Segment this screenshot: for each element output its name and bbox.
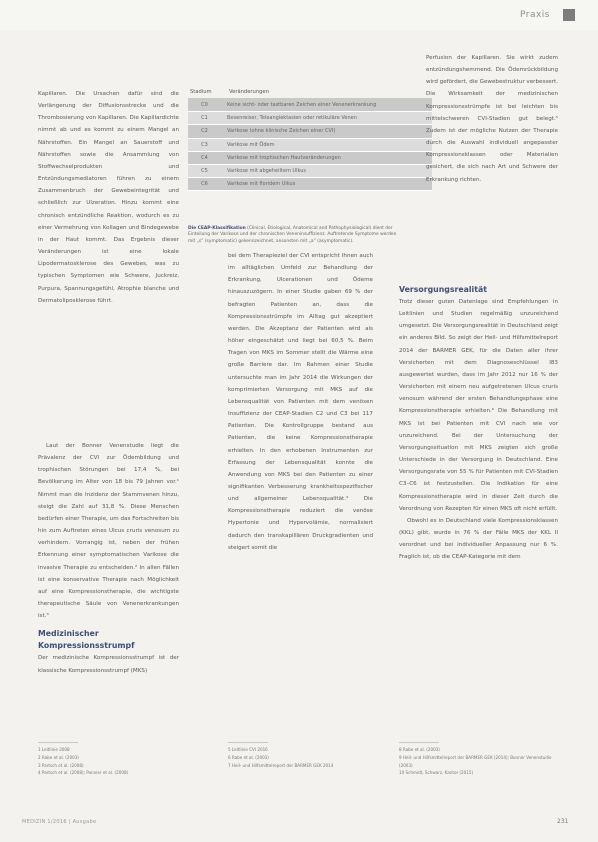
table-row bbox=[188, 99, 432, 112]
table-row bbox=[188, 125, 432, 138]
table-cell-text: Keine sicht- oder tastbaren Zeichen einer Venenerkrankung bbox=[227, 102, 377, 108]
table-row bbox=[188, 139, 432, 152]
footer-publication: MEDIZIN 1/2016 | Ausgabe bbox=[22, 819, 97, 825]
top-bar bbox=[0, 0, 598, 30]
table-cell-stage: C0 bbox=[201, 102, 208, 108]
table-header bbox=[188, 86, 432, 99]
footnote: 6 Rabe et al. (2003) bbox=[228, 754, 269, 760]
footnote: 4 Partsch et al. (2008); Pannier et al. (2008) bbox=[38, 770, 129, 776]
table-row bbox=[188, 112, 432, 125]
table-caption bbox=[188, 226, 402, 245]
section-marker bbox=[563, 9, 575, 21]
table-cell-stage: C3 bbox=[201, 141, 208, 148]
section-heading: Versorgungsrealität bbox=[399, 285, 487, 294]
table-cell-stage: C6 bbox=[201, 181, 208, 188]
paragraph: Kapillaren. Die Ursachen dafür sind die Verlängerung der Diffusionsstrecke und die Thrombosierung von Kapillaren. Die Kapillardichte nimmt ab und es kommt zu einem Mangel an Nährstoffen. Ein Mangel an Sauerstoff und Nährstoffen sowie die Ansammlung von Stoffwechselprodukten und Entzündungsmediatoren führen zu einem Zusammenbruch der Gewebeintegrität und schließlich zur Ulzeration. Hinzu kommt eine chronisch entzündliche Reaktion, wodurch es zu einer Vermehrung von Kollagen und Bindegewebe in der Haut kommt. Das Ergebnis dieser Veränderungen ist eine lokale Lipodermatosklerose des Gewebes, was zu typischen Symptomen wie Schwere, Juckreiz, Purpura, Spannungsgefühl, Atrophie blanche und Dermatoliposklerose führt. bbox=[38, 91, 179, 304]
table-cell-text: Varikose mit floridem Ulkus bbox=[227, 181, 296, 188]
table-row bbox=[188, 152, 432, 165]
paragraph: Perfusion der Kapillaren. Sie wirkt zudem entzündungshemmend. Die Ödemrückbildung wird gefördert, die Gewebestruktur verbessert. Die Wirksamkeit der medizinischen Kompressionsstrümpfe ist bei leichten bis mittelschweren CVI-Stadien gut belegt.⁵ Zudem ist der mögliche Nutzen der Therapie durch die Auswahl individuell angepasster Kompressionsklassen oder Materialien gesichert, die sich nach Art und Schwere der Erkrankung richten. bbox=[426, 55, 558, 183]
text-column-3a bbox=[426, 52, 558, 186]
table-cell-stage: C5 bbox=[201, 167, 208, 174]
footnotes-col2 bbox=[228, 746, 378, 769]
table-row bbox=[188, 178, 432, 191]
text-column-3b bbox=[399, 284, 558, 563]
footnote: 3 Partsch et al. (2008) bbox=[38, 762, 84, 768]
footnotes-col3 bbox=[399, 746, 558, 777]
footnote: 10 Schmidt, Schwarz, Kantor (2015) bbox=[399, 770, 474, 776]
table-cell-text: Varikose mit trophischen Hautveränderungen bbox=[227, 154, 341, 161]
footnote: 1 Leitlinie 2008 bbox=[38, 747, 70, 752]
paragraph: Obwohl es in Deutschland viele Kompressionsklassen (KKL) gibt, wurde in 76 % der Fälle MKS der KKL II verordnet und bei individueller Anpassung nur 6 %. Fraglich ist, ob die CEAP-Kategorie mit dem bbox=[399, 517, 558, 561]
caption-label: Die CEAP-Klassifikation bbox=[188, 226, 246, 231]
table-cell-text: Varikose (ohne klinische Zeichen einer CVI) bbox=[227, 128, 336, 135]
footnote-rule bbox=[399, 742, 439, 743]
section-label: Praxis bbox=[520, 10, 550, 20]
paragraph: bei dem Therapieziel der CVI entspricht Ihnen auch im alltäglichen Umfeld zur Behandlung der Erkrankung, Ulcerationen und Ödeme hinauszuzögern. In einer Studie gaben 69 % der befragten Patienten an, dass die Kompressionsstrümpfe im Alltag gut akzeptiert werden. Die Akzeptanz der Patienten wird als höher eingeschätzt und liegt bei 60,5 %. Beim Tragen von MKS im Sommer stellt die Wärme eine große Barriere dar. Im Rahmen einer Studie untersuchte man im Jahr 2014 die Wirkungen der komprimierten Versorgung mit MKS auf die Lebensqualität von Patienten mit dem venösen Insuffizienz der CEAP-Stadien C2 und C3 bei 117 Patienten. Die Kontrollgruppe bestand aus Patienten, die keine Kompressionstherapie erhielten. In den erhobenen Instrumenten zur Erfassung der Lebensqualität konnte die Anwendung von MKS bei den Patienten zu einer signifikanten Verbesserung krankheitsspezifischer und allgemeiner Lebensqualität.⁴ Die Kompressionstherapie reduziert die venöse Hypertonie und Hypervolämie, normalisiert dadurch den transkapillären Druckgradienten und steigert somit die bbox=[228, 253, 373, 551]
paragraph: Der medizinische Kompressionsstrumpf ist der klassische Kompressionsstrumpf (MKS) bbox=[38, 655, 179, 674]
col-header-stage: Stadium bbox=[190, 89, 212, 95]
text-column-1b bbox=[38, 440, 179, 677]
paragraph: Trotz dieser guten Datenlage sind Empfehlungen in Leitlinien und Studien regelmäßig unzureichend umgesetzt. Die Versorgungsrealität in Deutschland zeigt ein anderes Bild. So zeigt der Heil- und Hilfsmittelreport 2014 der BARMER GEK, für die Daten aller ihrer Versicherten mit dem Diagnoseschlüssel I83 ausgewertet wurden, dass im Jahr 2012 nur 16 % der Versicherten mit einem neu aufgetretenen Ulcus cruris venosum während der ersten Behandlungsphase eine Kompressionstherapie erhielten.⁶ Die Behandlung mit MKS ist bei Patienten mit CVI nach wie vor unzureichend. Bei der Untersuchung der Versorgungssituation mit MKS zeigten sich große Unterschiede in der Versorgung in Deutschland. Eine Versorgungsrate von 55 % für Patienten mit CVI-Stadien C3–C6 ist festzustellen. Die Indikation für eine Kompressionstherapie wird in dieser Zeit durch die Verordnung von Rezepten für einen MKS oft nicht erfüllt. bbox=[399, 299, 558, 512]
text-column-2 bbox=[228, 250, 373, 554]
footnote: 8 Rabe et al. (2003) bbox=[399, 747, 440, 752]
footnote: 9 Heil- und Hilfsmittelreport der BARMER GEK (2014); Bonner Venenstudie (2003) bbox=[399, 754, 552, 768]
paragraph: Laut der Bonner Venenstudie liegt die Prävalenz der CVI zur Ödembildung und trophischen Störungen bei 17,4 %, bei Bevölkerung im Alter von 18 bis 79 Jahren vor.¹ Nimmt man die Inzidenz der Stammvenen hinzu, steigt die Zahl auf 31,8 %. Diese Menschen bedürfen einer Therapie, um das Fortschreiten bis hin zum Auftreten eines Ulcus cruris venosum zu verhindern. Vorrangig ist, neben der frühen Erkennung einer symptomatischen Varikose die invasive Therapie zu entscheiden.² In allen Fällen ist eine konservative Therapie nach Möglichkeit auf eine Kompressionstherapie, die wichtigste therapeutische Säule von Venenerkrankungen ist.³ bbox=[38, 443, 179, 620]
footnote: 2 Rabe et al. (2003) bbox=[38, 754, 79, 760]
page-number: 231 bbox=[557, 818, 569, 825]
footnote-rule bbox=[38, 742, 78, 743]
col-header-changes: Veränderungen bbox=[229, 89, 269, 95]
caption-text: (Clinical, Etiological, Anatomical and Pathophysiological) dient der Einteilung der Varikose und der chronischen Veneninsuffizienz. Auftretende Symptome werden mit „s“ (symptomatic) gekennzeichnet, ansonsten mit „a“ (asymptomatic). bbox=[188, 226, 397, 244]
footnote: 7 Heil- und Hilfsmittelreport der BARMER GEK 2014 bbox=[228, 762, 334, 768]
section-heading: Medizinischer Kompressionsstrumpf bbox=[38, 629, 135, 651]
table-row bbox=[188, 165, 432, 178]
table-cell-stage: C1 bbox=[201, 115, 208, 122]
table-cell-stage: C2 bbox=[201, 128, 208, 135]
table-cell-stage: C4 bbox=[201, 154, 208, 161]
footnotes-col1 bbox=[38, 746, 179, 777]
table-cell-text: Varikose mit Ödem bbox=[227, 141, 275, 148]
ceap-table bbox=[188, 86, 432, 191]
table-cell-text: Varikose mit abgeheiltem Ulkus bbox=[227, 167, 306, 174]
table-cell-text: Besenreiser, Teleangiektasien oder retikuläre Venen bbox=[227, 115, 357, 122]
text-column-1a bbox=[38, 88, 179, 307]
footnote-rule bbox=[228, 742, 268, 743]
footnote: 5 Leitlinie CVI 2016 bbox=[228, 747, 268, 752]
